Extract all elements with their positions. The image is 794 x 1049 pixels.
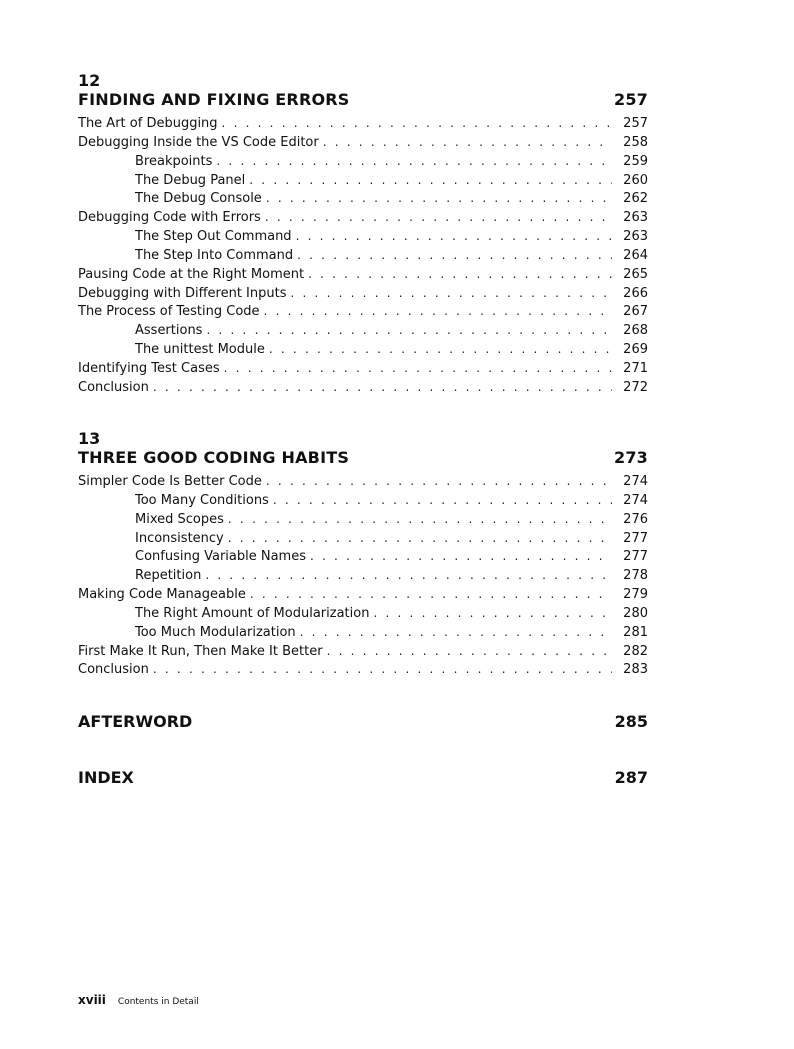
entry-page: 278	[623, 568, 648, 584]
dot-leader	[266, 189, 612, 208]
dot-leader	[222, 114, 612, 133]
entry-title: The Process of Testing Code	[78, 304, 260, 320]
entry-page: 279	[623, 587, 648, 603]
entry-title: First Make It Run, Then Make It Better	[78, 643, 323, 659]
entry-page: 260	[623, 172, 648, 188]
toc-subentry[interactable]	[78, 152, 648, 171]
chapter-12-block	[78, 72, 648, 397]
chapter-entries	[78, 114, 648, 397]
toc-subentry[interactable]	[78, 340, 648, 359]
entry-title: Too Much Modularization	[135, 624, 296, 640]
dot-leader	[264, 302, 612, 321]
dot-leader	[249, 171, 612, 190]
afterword-page: 285	[614, 712, 648, 731]
entry-title: The unittest Module	[135, 342, 265, 358]
entry-page: 268	[623, 323, 648, 339]
dot-leader	[297, 246, 612, 265]
toc-subentry[interactable]	[78, 171, 648, 190]
entry-title: Debugging Code with Errors	[78, 210, 261, 226]
toc-entry[interactable]	[78, 208, 648, 227]
entry-page: 262	[623, 191, 648, 207]
chapter-number: 12	[78, 71, 101, 90]
toc-subentry[interactable]	[78, 604, 648, 623]
toc-page	[78, 0, 648, 1049]
entry-page: 277	[623, 549, 648, 565]
entry-title: Debugging with Different Inputs	[78, 285, 287, 301]
entry-title: The Debug Panel	[135, 172, 246, 188]
dot-leader	[269, 340, 612, 359]
toc-entry[interactable]	[78, 302, 648, 321]
entry-title: Too Many Conditions	[135, 492, 269, 508]
toc-entry[interactable]	[78, 359, 648, 378]
entry-title: Conclusion	[78, 662, 149, 678]
chapter-13-block	[78, 430, 648, 679]
entry-page: 276	[623, 511, 648, 527]
dot-leader	[228, 529, 612, 548]
entry-title: The Debug Console	[135, 191, 262, 207]
dot-leader	[216, 152, 612, 171]
toc-subentry[interactable]	[78, 246, 648, 265]
entry-title: Pausing Code at the Right Moment	[78, 266, 305, 282]
dot-leader	[228, 510, 612, 529]
dot-leader	[327, 642, 612, 661]
entry-title: Simpler Code Is Better Code	[78, 474, 262, 489]
entry-title: The Right Amount of Modularization	[135, 605, 370, 621]
toc-subentry[interactable]	[78, 547, 648, 566]
entry-title: Confusing Variable Names	[135, 549, 306, 565]
chapter-heading[interactable]	[78, 448, 648, 470]
entry-page: 259	[623, 153, 648, 169]
entry-page: 263	[623, 229, 648, 245]
chapter-heading[interactable]	[78, 90, 648, 112]
dot-leader	[205, 566, 612, 585]
toc-entry[interactable]	[78, 114, 648, 133]
page-footer	[78, 993, 199, 1007]
toc-subentry[interactable]	[78, 227, 648, 246]
entry-page: 264	[623, 247, 648, 263]
chapter-title: THREE GOOD CODING HABITS	[78, 448, 350, 467]
toc-subentry[interactable]	[78, 321, 648, 340]
toc-entry[interactable]	[78, 585, 648, 604]
dot-leader	[224, 359, 612, 378]
entry-page: 263	[623, 210, 648, 226]
toc-subentry[interactable]	[78, 623, 648, 642]
entry-page: 272	[623, 379, 648, 395]
page-folio: xviii	[78, 993, 106, 1007]
entry-title: Assertions	[135, 323, 203, 339]
dot-leader	[273, 491, 612, 510]
dot-leader	[323, 133, 612, 152]
entry-page: 280	[623, 605, 648, 621]
entry-title: The Step Out Command	[135, 229, 292, 245]
index-heading[interactable]	[78, 768, 648, 788]
afterword-heading[interactable]	[78, 712, 648, 732]
toc-entry[interactable]	[78, 284, 648, 303]
entry-title: Breakpoints	[135, 153, 213, 169]
toc-entry[interactable]	[78, 378, 648, 397]
dot-leader	[373, 604, 612, 623]
toc-subentry[interactable]	[78, 510, 648, 529]
toc-entry[interactable]	[78, 660, 648, 679]
toc-subentry[interactable]	[78, 491, 648, 510]
chapter-page: 273	[614, 448, 648, 467]
entry-page: 283	[623, 662, 648, 678]
entry-page: 258	[623, 134, 648, 150]
dot-leader	[266, 472, 612, 491]
toc-entry[interactable]	[78, 133, 648, 152]
entry-page: 274	[623, 492, 648, 508]
dot-leader	[206, 321, 612, 340]
dot-leader	[153, 660, 612, 679]
index-title: INDEX	[78, 768, 134, 787]
entry-title: Mixed Scopes	[135, 511, 224, 527]
dot-leader	[153, 378, 612, 397]
chapter-number: 13	[78, 429, 101, 448]
dot-leader	[308, 265, 612, 284]
dot-leader	[300, 623, 612, 642]
afterword-title: AFTERWORD	[78, 712, 193, 731]
chapter-entries	[78, 472, 648, 679]
dot-leader	[310, 547, 612, 566]
entry-page: 274	[623, 474, 648, 489]
entry-page: 269	[623, 342, 648, 358]
entry-title: Repetition	[135, 568, 202, 584]
entry-page: 282	[623, 643, 648, 659]
entry-title: The Step Into Command	[135, 247, 294, 263]
dot-leader	[296, 227, 612, 246]
entry-page: 277	[623, 530, 648, 546]
entry-page: 281	[623, 624, 648, 640]
index-page: 287	[614, 768, 648, 787]
chapter-page: 257	[614, 90, 648, 109]
entry-page: 257	[623, 116, 648, 131]
entry-page: 266	[623, 285, 648, 301]
entry-page: 265	[623, 266, 648, 282]
toc-subentry[interactable]	[78, 566, 648, 585]
dot-leader	[250, 585, 612, 604]
entry-title: Debugging Inside the VS Code Editor	[78, 134, 319, 150]
entry-title: The Art of Debugging	[78, 116, 218, 131]
toc-entry[interactable]	[78, 265, 648, 284]
entry-page: 267	[623, 304, 648, 320]
entry-title: Inconsistency	[135, 530, 224, 546]
dot-leader	[265, 208, 612, 227]
toc-entry[interactable]	[78, 472, 648, 491]
toc-entry[interactable]	[78, 642, 648, 661]
dot-leader	[291, 284, 613, 303]
entry-title: Making Code Manageable	[78, 587, 246, 603]
entry-title: Identifying Test Cases	[78, 360, 220, 376]
toc-subentry[interactable]	[78, 189, 648, 208]
toc-subentry[interactable]	[78, 529, 648, 548]
entry-title: Conclusion	[78, 379, 149, 395]
entry-page: 271	[623, 360, 648, 376]
chapter-title: FINDING AND FIXING ERRORS	[78, 90, 350, 109]
running-head: Contents in Detail	[117, 997, 199, 1007]
